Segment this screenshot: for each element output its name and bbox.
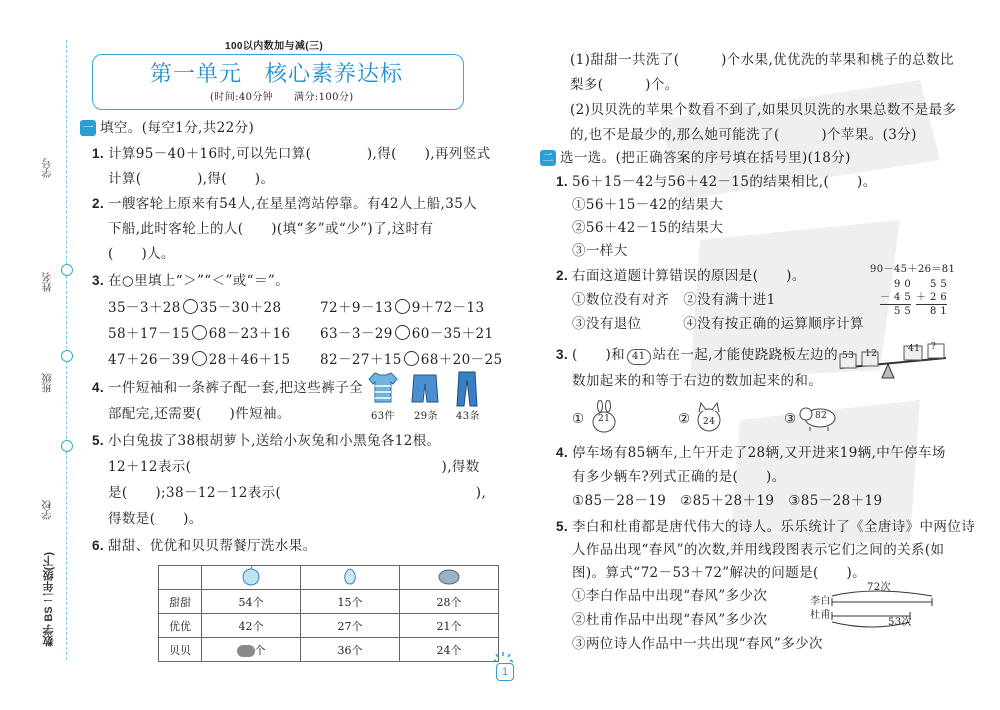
question-number: 4.	[92, 380, 105, 395]
section-icon: 一	[80, 120, 96, 136]
question-number: 4.	[556, 445, 569, 460]
question-text: ( )人。	[108, 246, 175, 262]
option: ③一样大	[572, 243, 628, 259]
question-text: 人作品出现“春风”的次数,并用线段图表示它们之间的关系(如	[572, 542, 945, 558]
question-text: 图)。算式“72－53＋72”解决的问题是( )。	[572, 565, 867, 581]
option: ①数位没有对齐 ②没有满十进1	[572, 292, 776, 308]
option: ③没有退位 ④没有按正确的运算顺序计算	[572, 316, 864, 332]
table-row: 甜甜 54个 15个 28个	[159, 590, 499, 614]
table-row: 优优 42个 27个 21个	[159, 614, 499, 638]
question-text: 李白和杜甫都是唐代伟大的诗人。乐乐统计了《全唐诗》中两位诗	[572, 519, 976, 535]
shorts-count: 29条	[414, 411, 438, 422]
option: ①56＋15－42的结果大	[572, 197, 724, 213]
pear-icon	[436, 566, 462, 586]
section-title: 选一选。(把正确答案的序号填在括号里)(18分)	[560, 150, 851, 166]
question-number: 2.	[92, 196, 105, 211]
seesaw-right-1: 41	[908, 344, 921, 354]
question-number: 5.	[556, 519, 569, 534]
question-text: (2)贝贝洗的苹果个数看不到了,如果贝贝洗的水果总数不是最多	[570, 102, 957, 118]
question-text: (1)甜甜一共洗了( )个水果,优优洗的苹果和桃子的总数比	[570, 52, 954, 68]
pants-icon	[452, 370, 482, 408]
covered-blob-icon	[237, 645, 255, 657]
rabbit-value: 21	[598, 414, 611, 424]
seesaw-left-2: 12	[865, 349, 878, 359]
binding-hole	[61, 350, 73, 362]
wrong-calc-line: 90－45＋26＝81	[870, 264, 956, 275]
exam-meta: (时间:40分钟 满分:100分)	[210, 92, 354, 103]
peach-icon	[339, 566, 361, 586]
apple-icon	[240, 566, 262, 586]
question-text: 的,也不是最少的,那么她可能洗了( )个苹果。(3分)	[570, 127, 917, 143]
page-title: 第一单元 核心素养达标	[150, 61, 404, 86]
question-text: 数加起来的和等于右边的数加起来的和。	[572, 373, 823, 389]
question-text: ( )和 41 站在一起,才能使跷跷板左边的	[572, 347, 838, 363]
option: ①李白作品中出现“春风”多少次	[572, 588, 768, 604]
fruit-table	[158, 565, 499, 662]
binding-hole	[61, 264, 73, 276]
compare-circle[interactable]	[183, 299, 198, 314]
question-number: 5.	[92, 433, 105, 448]
comparison-item: 72＋9－13 9＋72－13	[320, 300, 485, 316]
diagram-top-label: 72次	[867, 582, 891, 593]
option: ①85－28－19 ②85＋28＋19 ③85－28＋19	[572, 493, 883, 509]
question-text: 右面这道题计算错误的原因是( )。	[572, 268, 806, 284]
question-text: 一艘客轮上原来有54人,在星星湾站停靠。有42人上船,35人	[108, 196, 478, 212]
vertical-calc-b: 5 5 ＋ 2 6 8 1	[916, 279, 948, 317]
question-text: 计算( ),得( )。	[108, 171, 275, 187]
question-text: 下船,此时客轮上的人( )(填“多”或“少”)了,这时有	[108, 221, 434, 237]
student-id-label: 学号	[43, 158, 54, 178]
question-text: 12＋12表示( ),得数	[108, 459, 480, 475]
class-label: 班级	[43, 373, 54, 393]
question-number: 6.	[92, 538, 105, 553]
option: ②杜甫作品中出现“春风”多少次	[572, 612, 768, 628]
cow-value: 82	[815, 411, 828, 421]
question-text: 计算95－40＋16时,可以先口算( ),得( ),再列竖式	[108, 146, 491, 162]
name-label: 姓名	[43, 272, 54, 292]
comparison-item: 47＋26－39 28＋46＋15	[108, 352, 291, 368]
question-number: 1.	[556, 174, 569, 189]
table-header-row	[159, 566, 499, 590]
option-label: ②	[678, 411, 691, 427]
section-title: 填空。(每空1分,共22分)	[100, 120, 255, 136]
question-number: 2.	[556, 268, 569, 283]
compare-circle[interactable]	[395, 299, 410, 314]
section-icon: 二	[540, 150, 556, 166]
shirt-icon	[366, 370, 400, 404]
shirt-count: 63件	[371, 411, 395, 422]
seesaw-right-2: ?	[931, 342, 937, 352]
option-label: ①	[572, 411, 585, 427]
comparison-item: 82－27＋15 68＋20－25	[320, 352, 503, 368]
question-text: 56＋15－42与56＋42－15的结果相比,( )。	[572, 174, 877, 190]
school-label: 学校	[43, 500, 54, 520]
question-text: 有多少辆车?列式正确的是( )。	[572, 469, 786, 485]
topic-label: 100以内数加与减(三)	[225, 41, 324, 52]
comparison-item: 35－3＋28 35－30＋28	[108, 300, 282, 316]
question-number: 3.	[92, 273, 105, 288]
question-text: 在○里填上“＞”“＜”或“＝”。	[108, 273, 290, 289]
question-number: 3.	[556, 347, 569, 362]
cat-value: 24	[703, 417, 716, 427]
compare-circle[interactable]	[192, 351, 207, 366]
question-text: 部配完,还需要( )件短袖。	[108, 406, 291, 422]
diagram-label-b: 杜甫	[810, 610, 831, 621]
diagram-bottom-label: 53次	[888, 617, 912, 628]
comparison-item: 63－3－29 60－35＋21	[320, 326, 494, 342]
diagram-label-a: 李白	[810, 596, 831, 607]
question-text: 得数是( )。	[108, 511, 203, 527]
pants-count: 43条	[456, 411, 480, 422]
option: ③两位诗人作品中一共出现“春风”多少次	[572, 636, 823, 652]
binding-hole	[61, 440, 73, 452]
question-number: 1.	[92, 146, 105, 161]
shorts-icon	[408, 372, 442, 406]
compare-circle[interactable]	[395, 325, 410, 340]
vertical-calc-a: 9 0 － 4 5 5 5	[880, 279, 912, 317]
compare-circle[interactable]	[404, 351, 419, 366]
comparison-item: 58＋17－15 68－23＋16	[108, 326, 291, 342]
seesaw-left-1: 53	[842, 351, 855, 361]
question-text: 梨多( )个。	[570, 77, 679, 93]
goat-badge: 41	[627, 349, 651, 365]
question-text: 一件短袖和一条裤子配一套,把这些裤子全	[108, 380, 363, 396]
question-text: 停车场有85辆车,上午开走了28辆,又开进来19辆,中午停车场	[572, 445, 946, 461]
table-row: 贝贝 个 36个 24个	[159, 638, 499, 662]
question-text: 甜甜、优优和贝贝帮餐厅洗水果。	[108, 538, 317, 554]
question-text: 是( );38－12－12表示( ),	[108, 485, 487, 501]
page-number: 1	[496, 663, 514, 681]
option-label: ③	[784, 411, 797, 427]
compare-circle[interactable]	[192, 325, 207, 340]
book-label: 数学 BS 二年级(下)	[43, 552, 55, 647]
option: ②56＋42－15的结果大	[572, 220, 724, 236]
question-text: 小白兔拔了38根胡萝卜,送给小灰兔和小黑兔各12根。	[108, 433, 441, 449]
